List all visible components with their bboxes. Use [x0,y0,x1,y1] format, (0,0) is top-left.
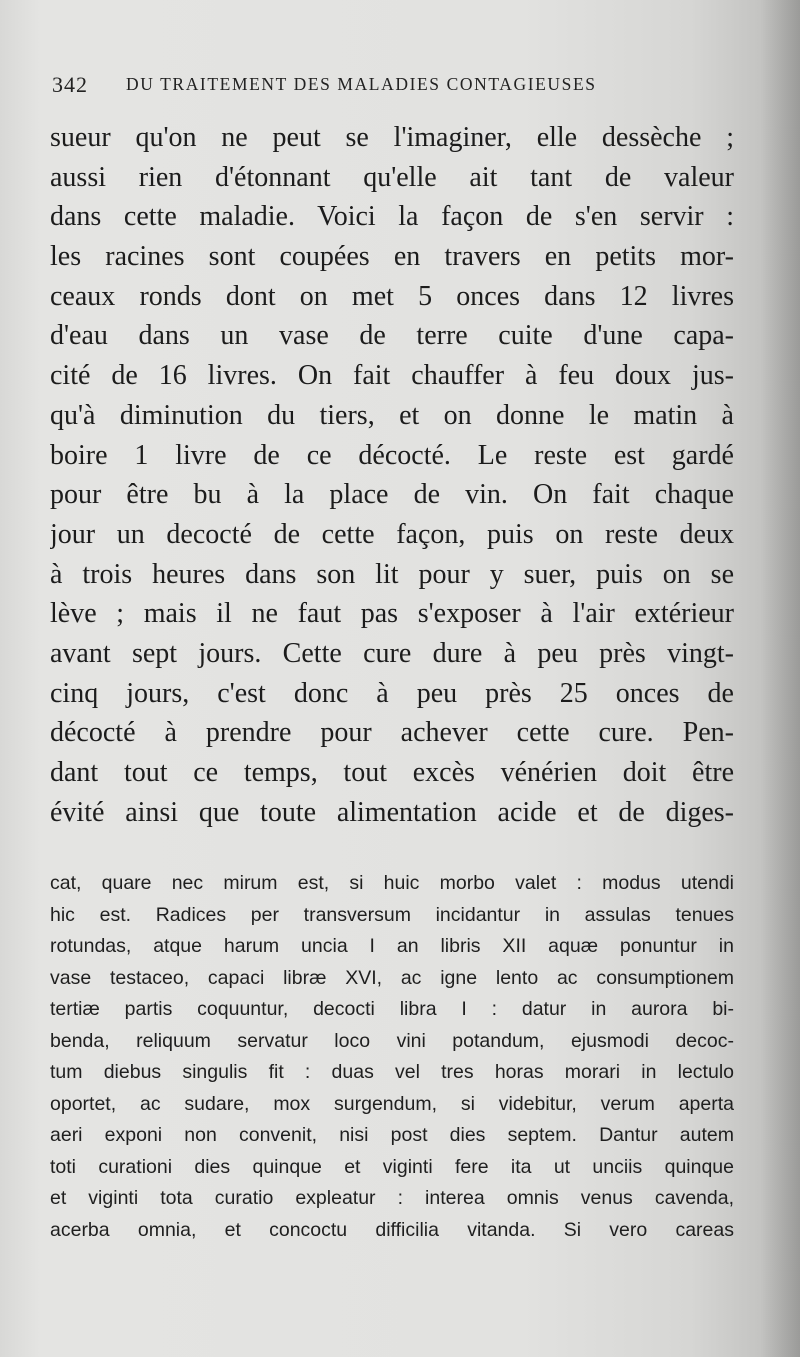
text-line: à trois heures dans son lit pour y suer, puis on se [50,558,734,590]
text-line: dant tout ce temps, tout excès vénérien doit être [50,757,734,788]
text-line: cité de 16 livres. On fait chauffer à feu doux jus- [50,360,734,392]
text-line: cinq jours, c'est donc à peu près 25 onces de [50,677,734,709]
page-edge-shadow [760,0,800,1357]
text-line: dans cette maladie. Voici la façon de s'en servir : [50,201,734,233]
text-line: boire 1 livre de ce décocté. Le reste est gardé [50,439,734,471]
footnote-line: rotundas, atque harum uncia I an libris XII aquæ ponuntur in [50,935,734,957]
latin-footnote [50,868,734,1246]
footnote-line: benda, reliquum servatur loco vini potandum, ejusmodi decoc- [50,1029,734,1052]
text-line: pour être bu à la place de vin. On fait chaque [50,479,734,511]
footnote-line: acerba omnia, et concoctu difficilia vitanda. Si vero careas [50,1218,734,1241]
text-line: d'eau dans un vase de terre cuite d'une capa- [50,320,734,352]
footnote-line: et viginti tota curatio expleatur : interea omnis venus cavenda, [50,1187,734,1209]
footnote-line: toti curationi dies quinque et viginti fere ita ut unciis quinque [50,1155,734,1178]
footnote-line: aeri exponi non convenit, nisi post dies septem. Dantur autem [50,1124,734,1146]
footnote-line: oportet, ac sudare, mox surgendum, si videbitur, verum aperta [50,1092,734,1115]
running-header [52,68,740,102]
text-line: qu'à diminution du tiers, et on donne le matin à [50,399,734,431]
text-line: jour un decocté de cette façon, puis on reste deux [50,518,734,550]
page-number: 342 [52,72,88,97]
text-line: ceaux ronds dont on met 5 onces dans 12 livres [50,280,734,312]
footnote-line: tertiæ partis coquuntur, decocti libra I : datur in aurora bi- [50,998,734,1020]
text-line: les racines sont coupées en travers en petits mor- [50,241,734,273]
footnote-line: tum diebus singulis fit : duas vel tres horas morari in lectulo [50,1061,734,1083]
text-line: avant sept jours. Cette cure dure à peu près vingt- [50,637,734,669]
footnote-line: hic est. Radices per transversum incidantur in assulas tenues [50,903,734,926]
running-title: DU TRAITEMENT DES MALADIES CONTAGIEUSES [126,74,597,94]
text-line: lève ; mais il ne faut pas s'exposer à l'air extérieur [50,598,734,630]
footnote-line: vase testaceo, capaci libræ XVI, ac igne lento ac consumptionem [50,966,734,989]
main-text [50,118,734,832]
text-line: décocté à prendre pour achever cette cure. Pen- [50,717,734,749]
text-line: sueur qu'on ne peut se l'imaginer, elle dessèche ; [50,122,734,153]
text-line: aussi rien d'étonnant qu'elle ait tant de valeur [50,161,734,193]
footnote-line: cat, quare nec mirum est, si huic morbo valet : modus utendi [50,872,734,894]
text-line: évité ainsi que toute alimentation acide et de diges- [50,796,734,828]
